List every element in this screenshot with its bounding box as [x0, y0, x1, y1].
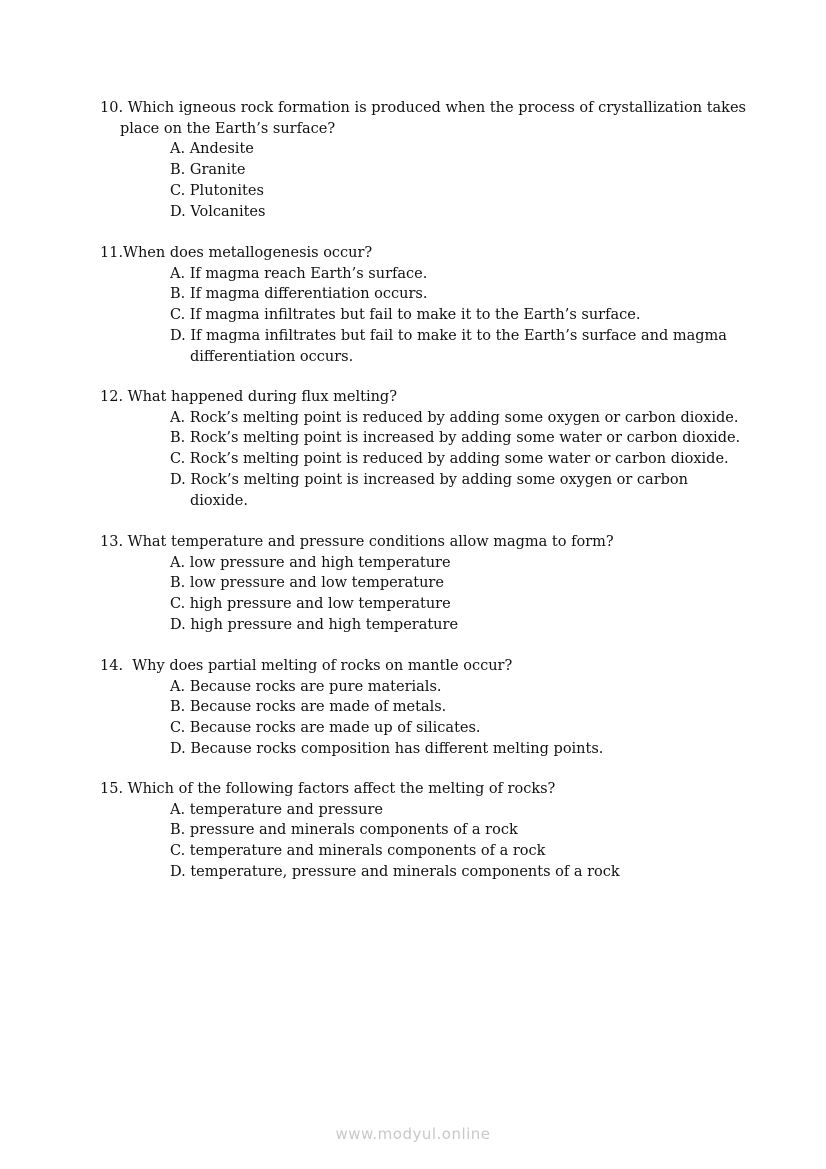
question-stem: 10. Which igneous rock formation is produced when the process of crystallization takes place on the Earth’s surface?: [100, 100, 746, 137]
option-c: C. temperature and minerals components of a rock: [170, 843, 546, 860]
option-c: C. Because rocks are made up of silicates.: [170, 720, 481, 737]
option-b: B. Rock’s melting point is increased by adding some water or carbon dioxide.: [170, 430, 741, 447]
question-stem: 15. Which of the following factors affect the melting of rocks?: [100, 781, 556, 797]
question-12: [100, 387, 741, 511]
question-stem: 11.When does metallogenesis occur?: [100, 245, 373, 261]
option-a: A. low pressure and high temperature: [170, 554, 451, 571]
question-stem: 13. What temperature and pressure conditions allow magma to form?: [100, 534, 614, 550]
option-b: B. pressure and minerals components of a rock: [170, 822, 518, 839]
option-d: D. high pressure and high temperature: [170, 616, 459, 633]
option-list: [100, 553, 730, 636]
option-a: A. Because rocks are pure materials.: [170, 678, 442, 695]
question-stem: 12. What happened during flux melting?: [100, 389, 397, 405]
option-b: B. low pressure and low temperature: [170, 575, 444, 592]
option-a: A. If magma reach Earth’s surface.: [170, 265, 428, 282]
question-13: [100, 532, 730, 636]
question-10: [100, 98, 746, 222]
option-a: A. temperature and pressure: [170, 801, 383, 818]
option-a: A. Andesite: [170, 141, 254, 158]
option-c: C. high pressure and low temperature: [170, 596, 451, 613]
question-15: [100, 779, 730, 883]
option-b: B. If magma differentiation occurs.: [170, 286, 428, 303]
option-d: D. Because rocks composition has different melting points.: [170, 740, 604, 757]
option-d: D. temperature, pressure and minerals components of a rock: [170, 863, 620, 880]
option-list: [100, 264, 730, 368]
watermark: www.modyul.online: [335, 1125, 491, 1143]
option-list: [100, 408, 741, 512]
question-11: [100, 243, 730, 367]
option-b: B. Granite: [170, 162, 246, 179]
option-d: D. If magma infiltrates but fail to make it to the Earth’s surface and magma: [170, 327, 727, 344]
option-b: B. Because rocks are made of metals.: [170, 699, 447, 716]
question-stem: 14. Why does partial melting of rocks on mantle occur?: [100, 658, 513, 674]
option-c: C. If magma infiltrates but fail to make it to the Earth’s surface.: [170, 307, 641, 324]
option-c: C. Rock’s melting point is reduced by adding some water or carbon dioxide.: [170, 451, 729, 468]
option-list: [100, 677, 730, 760]
option-list: [100, 139, 730, 222]
option-list: [100, 800, 730, 883]
question-14: [100, 656, 730, 760]
option-a: A. Rock’s melting point is reduced by adding some oxygen or carbon dioxide.: [170, 409, 739, 426]
option-d-continued: dioxide.: [190, 492, 248, 509]
option-d: D. Volcanites: [170, 203, 266, 220]
option-d: D. Rock’s melting point is increased by adding some oxygen or carbon: [170, 471, 688, 488]
option-c: C. Plutonites: [170, 182, 264, 199]
option-d-continued: differentiation occurs.: [190, 348, 354, 365]
